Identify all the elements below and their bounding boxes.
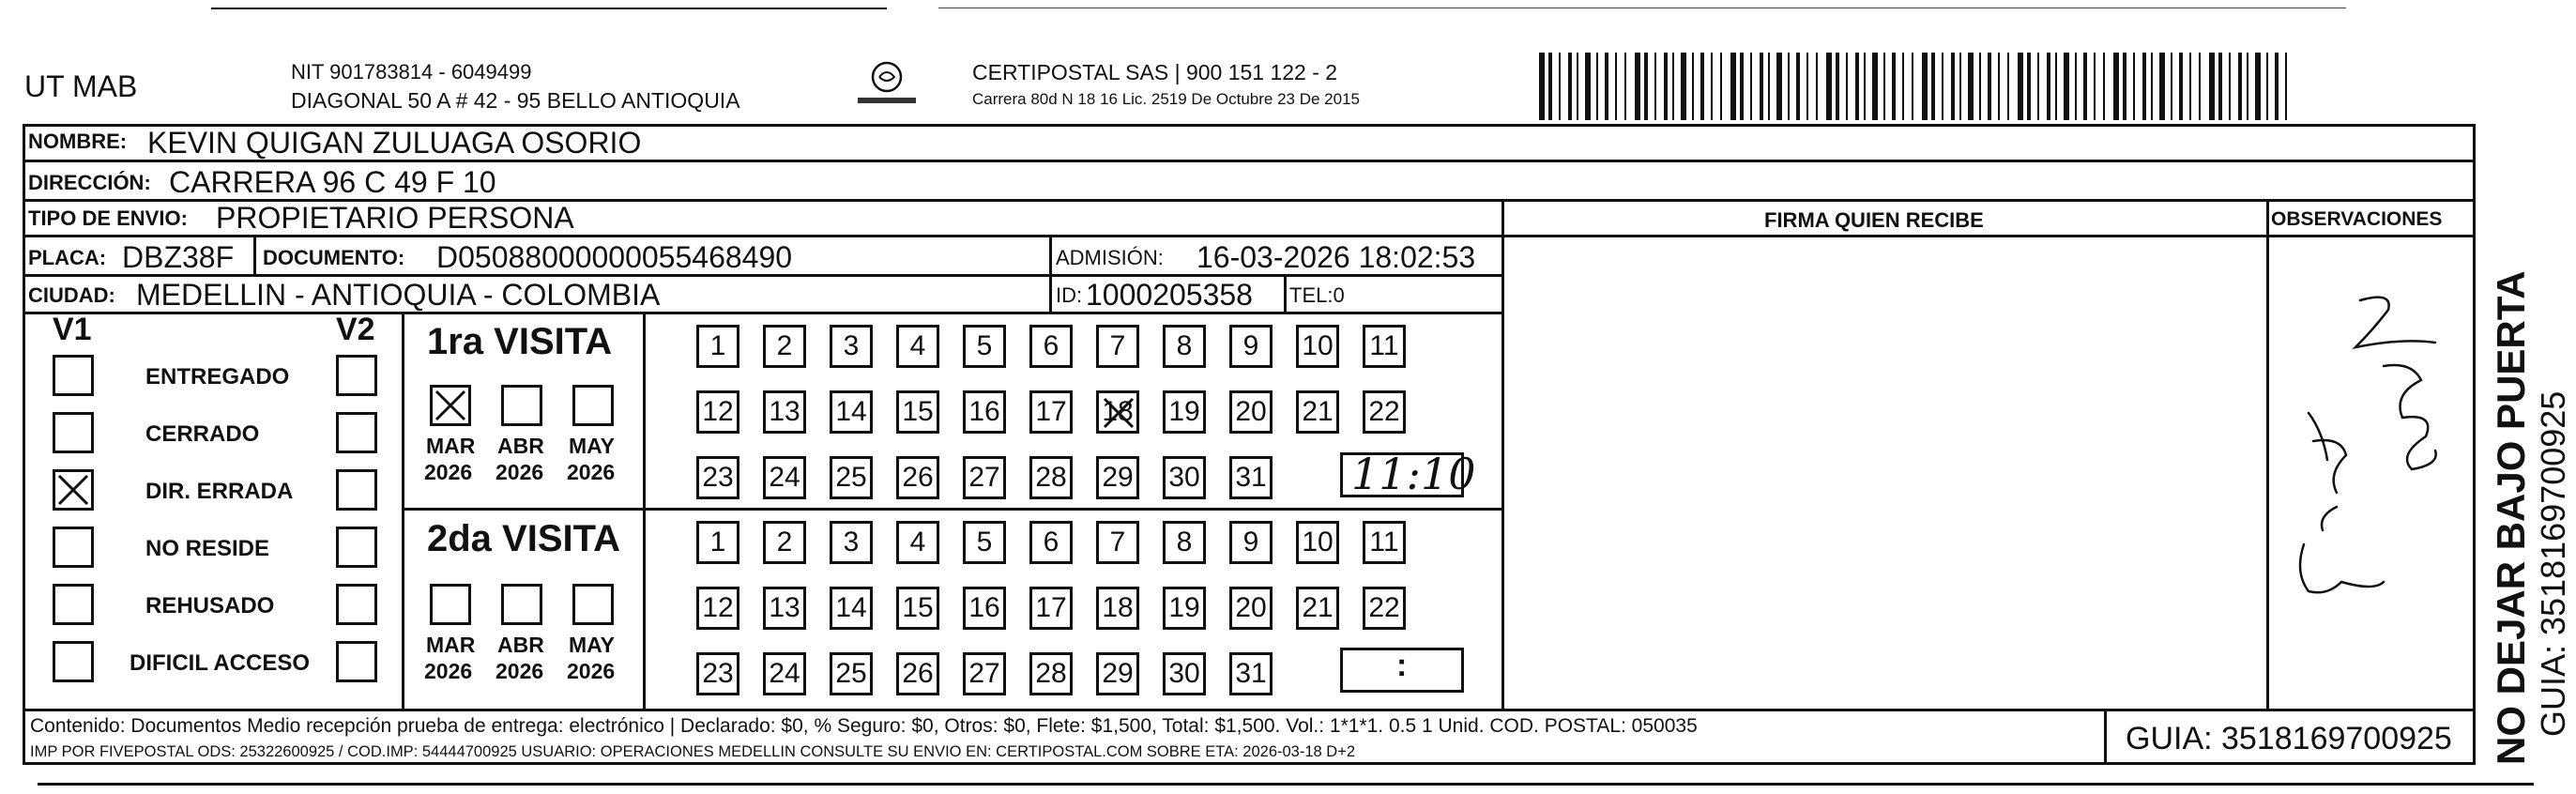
signature-header: FIRMA QUIEN RECIBE <box>1764 208 1984 232</box>
day-number: 11 <box>1369 527 1399 557</box>
footer-guia-divider <box>2104 709 2107 765</box>
day-number: 4 <box>909 527 926 557</box>
day-number: 3 <box>843 330 860 361</box>
day-box-23[interactable] <box>696 456 739 499</box>
day-box-31[interactable] <box>1229 456 1273 499</box>
day-box-1[interactable] <box>696 325 739 368</box>
day-box-12[interactable] <box>696 390 739 434</box>
day-number: 31 <box>1235 658 1267 689</box>
footer-contents: Contenido: Documentos Medio recepción prueba de entrega: electrónico | Declarado: $0, % Seguro: $0, Otros: $0, Flete: $1,500, Total: $1,500. Vol.: 1*1*1. 0.5 1 Unid. COD. POSTAL: 050035 <box>30 715 1698 737</box>
operator-name: CERTIPOSTAL SAS | 900 151 122 - 2 <box>972 60 1338 84</box>
day-box-31[interactable] <box>1229 652 1273 695</box>
day-box-8[interactable] <box>1163 325 1206 368</box>
day-box-28[interactable] <box>1029 456 1073 499</box>
day-number: 14 <box>835 396 867 427</box>
status-v1-checkbox[interactable] <box>53 412 94 453</box>
day-number: 4 <box>909 330 926 361</box>
status-v2-checkbox[interactable] <box>336 584 377 625</box>
status-option-label: DIR. ERRADA <box>145 479 294 504</box>
day-number: 9 <box>1242 330 1259 361</box>
day-number: 29 <box>1102 462 1134 493</box>
status-v2-checkbox[interactable] <box>336 527 377 568</box>
day-number: 8 <box>1176 527 1193 557</box>
day-box-6[interactable] <box>1029 521 1073 564</box>
day-box-19[interactable] <box>1163 390 1206 434</box>
day-number: 12 <box>702 396 734 427</box>
observations-handwriting <box>2271 272 2468 704</box>
day-box-25[interactable] <box>830 652 873 695</box>
day-number: 23 <box>702 658 734 689</box>
day-box-14[interactable] <box>830 390 873 434</box>
side-divider <box>2473 124 2476 709</box>
side-warning: NO DEJAR BAJO PUERTA <box>2489 270 2533 765</box>
status-v2-checkbox[interactable] <box>336 469 377 511</box>
type-label: TIPO DE ENVIO: <box>28 206 188 230</box>
company-address: DIAGONAL 50 A # 42 - 95 BELLO ANTIOQUIA <box>291 88 740 113</box>
day-number: 30 <box>1168 462 1200 493</box>
footer-top-line <box>23 709 2476 711</box>
day-box-4[interactable] <box>896 521 939 564</box>
day-box-8[interactable] <box>1163 521 1206 564</box>
day-number: 30 <box>1168 658 1200 689</box>
day-number: 17 <box>1035 396 1067 427</box>
day-number: 20 <box>1235 396 1267 427</box>
check-mark-icon <box>1101 395 1136 438</box>
day-box-15[interactable] <box>896 390 939 434</box>
day-number: 19 <box>1168 396 1200 427</box>
day-box-17[interactable] <box>1029 390 1073 434</box>
barcode <box>1539 53 2294 120</box>
day-box-26[interactable] <box>896 456 939 499</box>
day-number: 17 <box>1035 592 1067 623</box>
day-box-26[interactable] <box>896 652 939 695</box>
day-number: 2 <box>776 527 793 557</box>
status-v1-checkbox[interactable] <box>53 527 94 568</box>
city-value: MEDELLIN - ANTIOQUIA - COLOMBIA <box>136 278 661 312</box>
status-option-label: NO RESIDE <box>145 536 270 561</box>
day-number: 2 <box>776 330 793 361</box>
day-number: 19 <box>1168 592 1200 623</box>
day-box-20[interactable] <box>1229 390 1273 434</box>
day-box-6[interactable] <box>1029 325 1073 368</box>
day-number: 24 <box>769 462 800 493</box>
day-box-27[interactable] <box>963 456 1006 499</box>
day-box-7[interactable] <box>1096 325 1139 368</box>
day-box-30[interactable] <box>1163 652 1206 695</box>
day-number: 13 <box>769 396 800 427</box>
document-value: D05088000000055468490 <box>436 240 793 274</box>
day-box-5[interactable] <box>963 325 1006 368</box>
signature-divider <box>1501 199 1504 709</box>
month-checkbox[interactable] <box>501 584 542 625</box>
cell-divider <box>1049 235 1052 313</box>
day-number: 22 <box>1368 396 1400 427</box>
day-box-28[interactable] <box>1029 652 1073 695</box>
recipient-name: KEVIN QUIGAN ZULUAGA OSORIO <box>147 126 642 160</box>
footer-imp: IMP POR FIVEPOSTAL ODS: 25322600925 / COD.IMP: 54444700925 USUARIO: OPERACIONES MEDELLIN CONSULTE SU ENVIO EN: CERTIPOSTAL.COM SOBRE ETA: 2026-03-18 D+2 <box>30 743 1356 760</box>
day-box-17[interactable] <box>1029 587 1073 630</box>
day-box-18[interactable] <box>1096 587 1139 630</box>
status-v1-checkbox[interactable] <box>53 469 94 511</box>
day-number: 10 <box>1302 527 1334 557</box>
day-box-22[interactable] <box>1363 587 1406 630</box>
day-box-16[interactable] <box>963 390 1006 434</box>
day-number: 22 <box>1368 592 1400 623</box>
day-box-10[interactable] <box>1296 521 1339 564</box>
plate-label: PLACA: <box>28 246 107 269</box>
day-number: 24 <box>769 658 800 689</box>
day-number: 18 <box>1102 396 1134 427</box>
day-number: 21 <box>1302 396 1334 427</box>
city-label: CIUDAD: <box>28 283 115 307</box>
day-number: 28 <box>1035 658 1067 689</box>
day-number: 9 <box>1242 527 1259 557</box>
day-number: 27 <box>968 462 1000 493</box>
year-label: 2026 <box>567 659 616 683</box>
day-box-13[interactable] <box>763 587 806 630</box>
day-number: 25 <box>835 658 867 689</box>
day-box-9[interactable] <box>1229 521 1273 564</box>
address-label: DIRECCIÓN: <box>28 171 151 194</box>
status-v2-checkbox[interactable] <box>336 641 377 682</box>
day-box-1[interactable] <box>696 521 739 564</box>
day-number: 20 <box>1235 592 1267 623</box>
day-box-14[interactable] <box>830 587 873 630</box>
day-box-24[interactable] <box>763 652 806 695</box>
month-checkbox[interactable] <box>572 385 614 426</box>
observations-header: OBSERVACIONES <box>2271 208 2443 230</box>
side-guia: GUIA: 3518169700925 <box>2534 390 2572 737</box>
name-label: NOMBRE: <box>28 130 128 153</box>
status-v1-checkbox[interactable] <box>53 355 94 396</box>
day-number: 7 <box>1109 330 1126 361</box>
month-checkbox[interactable] <box>572 584 614 625</box>
visit2-title: 2da VISITA <box>427 518 620 559</box>
month-checkbox[interactable] <box>430 385 471 426</box>
visit1-time: 11:10 <box>1351 449 1476 499</box>
shipment-type: PROPIETARIO PERSONA <box>216 201 574 235</box>
day-number: 15 <box>902 592 934 623</box>
plate-value: DBZ38F <box>122 240 235 274</box>
day-number: 11 <box>1369 330 1399 361</box>
day-box-4[interactable] <box>896 325 939 368</box>
cell-divider <box>253 235 256 274</box>
day-box-2[interactable] <box>763 325 806 368</box>
sig-header-line <box>1501 235 2473 237</box>
observations-divider <box>2266 199 2269 709</box>
day-number: 1 <box>709 330 726 361</box>
day-number: 31 <box>1235 462 1267 493</box>
day-box-7[interactable] <box>1096 521 1139 564</box>
recipient-address: CARRERA 96 C 49 F 10 <box>169 165 496 199</box>
check-mark-icon <box>433 388 468 428</box>
month-label: MAY <box>569 434 615 458</box>
day-number: 29 <box>1102 658 1134 689</box>
day-box-10[interactable] <box>1296 325 1339 368</box>
day-box-11[interactable] <box>1363 325 1406 368</box>
day-number: 28 <box>1035 462 1067 493</box>
day-number: 15 <box>902 396 934 427</box>
day-number: 6 <box>1043 330 1059 361</box>
day-box-25[interactable] <box>830 456 873 499</box>
month-checkbox[interactable] <box>501 385 542 426</box>
month-label: MAR <box>426 434 476 458</box>
month-label: ABR <box>497 434 544 458</box>
admission-label: ADMISIÓN: <box>1056 246 1164 269</box>
cell-divider <box>1284 274 1287 313</box>
id-label: ID: <box>1056 283 1083 307</box>
day-box-9[interactable] <box>1229 325 1273 368</box>
admission-value: 16-03-2026 18:02:53 <box>1197 240 1476 274</box>
status-option-label: ENTREGADO <box>145 364 290 389</box>
footer-guia: GUIA: 3518169700925 <box>2126 721 2452 756</box>
year-label: 2026 <box>424 659 473 683</box>
day-number: 6 <box>1043 527 1059 557</box>
day-box-13[interactable] <box>763 390 806 434</box>
certipostal-logo <box>854 56 920 113</box>
day-box-18[interactable] <box>1096 390 1139 434</box>
day-number: 8 <box>1176 330 1193 361</box>
day-number: 7 <box>1109 527 1126 557</box>
day-box-16[interactable] <box>963 587 1006 630</box>
tel-label: TEL:0 <box>1289 283 1345 307</box>
month-checkbox[interactable] <box>430 584 471 625</box>
month-label: MAR <box>426 633 476 657</box>
month-label: MAY <box>569 633 615 657</box>
day-box-3[interactable] <box>830 325 873 368</box>
day-box-24[interactable] <box>763 456 806 499</box>
day-number: 13 <box>769 592 800 623</box>
month-label: ABR <box>497 633 544 657</box>
year-label: 2026 <box>424 460 473 484</box>
day-number: 3 <box>843 527 860 557</box>
status-option-label: DIFICIL ACCESO <box>130 650 311 676</box>
day-number: 25 <box>835 462 867 493</box>
operator-address: Carrera 80d N 18 16 Lic. 2519 De Octubre 23 De 2015 <box>972 90 1360 108</box>
day-box-12[interactable] <box>696 587 739 630</box>
nit-text: NIT 901783814 - 6049499 <box>291 60 532 84</box>
company-short: UT MAB <box>24 69 138 103</box>
year-label: 2026 <box>495 460 544 484</box>
status-v2-checkbox[interactable] <box>336 355 377 396</box>
top-rule <box>211 8 887 9</box>
day-box-15[interactable] <box>896 587 939 630</box>
day-number: 5 <box>976 330 993 361</box>
v1-label: V1 <box>53 312 92 347</box>
day-number: 16 <box>968 592 1000 623</box>
day-box-30[interactable] <box>1163 456 1206 499</box>
day-box-21[interactable] <box>1296 587 1339 630</box>
check-mark-icon <box>55 472 91 512</box>
day-number: 5 <box>976 527 993 557</box>
day-number: 18 <box>1102 592 1134 623</box>
day-box-20[interactable] <box>1229 587 1273 630</box>
day-number: 21 <box>1302 592 1334 623</box>
day-number: 12 <box>702 592 734 623</box>
day-box-19[interactable] <box>1163 587 1206 630</box>
day-number: 27 <box>968 658 1000 689</box>
status-v1-checkbox[interactable] <box>53 584 94 625</box>
status-v1-checkbox[interactable] <box>53 641 94 682</box>
day-box-3[interactable] <box>830 521 873 564</box>
visit2-time: : <box>1396 648 1408 683</box>
day-box-11[interactable] <box>1363 521 1406 564</box>
status-v2-checkbox[interactable] <box>336 412 377 453</box>
day-number: 26 <box>902 462 934 493</box>
id-value: 1000205358 <box>1086 278 1253 312</box>
day-box-29[interactable] <box>1096 652 1139 695</box>
v2-label: V2 <box>336 312 375 347</box>
status-option-label: CERRADO <box>145 421 260 447</box>
visit-separator <box>402 508 1501 511</box>
year-label: 2026 <box>495 659 544 683</box>
day-box-21[interactable] <box>1296 390 1339 434</box>
day-box-5[interactable] <box>963 521 1006 564</box>
visit1-title: 1ra VISITA <box>427 321 613 362</box>
day-box-23[interactable] <box>696 652 739 695</box>
day-box-29[interactable] <box>1096 456 1139 499</box>
bottom-rule <box>38 783 2534 786</box>
day-number: 23 <box>702 462 734 493</box>
document-label: DOCUMENTO: <box>263 246 405 269</box>
day-number: 1 <box>709 527 726 557</box>
day-box-27[interactable] <box>963 652 1006 695</box>
day-number: 16 <box>968 396 1000 427</box>
day-number: 26 <box>902 658 934 689</box>
day-box-2[interactable] <box>763 521 806 564</box>
year-label: 2026 <box>567 460 616 484</box>
day-box-22[interactable] <box>1363 390 1406 434</box>
day-number: 14 <box>835 592 867 623</box>
status-option-label: REHUSADO <box>145 593 275 618</box>
day-number: 10 <box>1302 330 1334 361</box>
